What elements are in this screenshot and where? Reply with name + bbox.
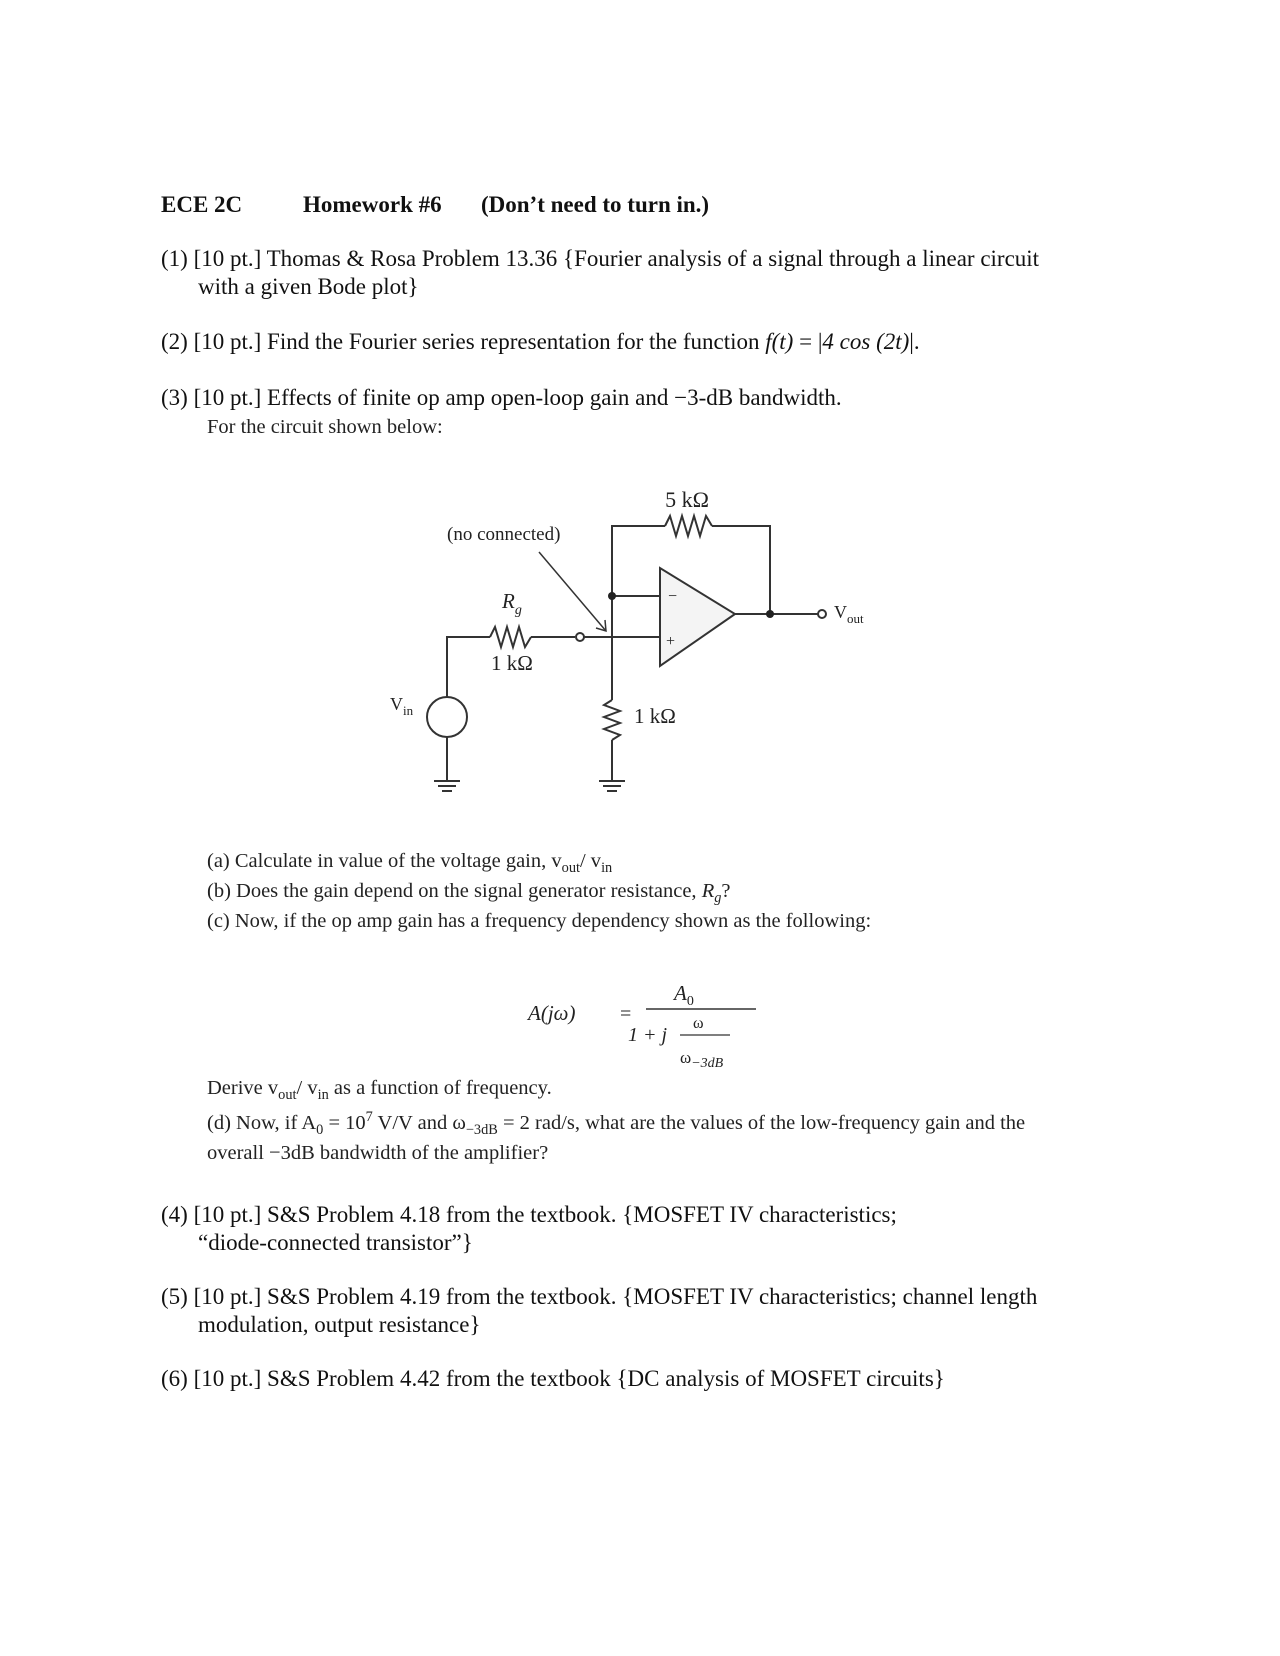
source-wire-up <box>447 637 490 697</box>
formula-eq: = <box>620 1003 632 1025</box>
formula-omega-3db: $\omega_{-3dB}$ <box>680 1048 724 1071</box>
opamp-plus: + <box>666 633 676 650</box>
rg-value-label: 1 kΩ <box>491 651 533 675</box>
part-b: (b) Does the gain depend on the signal generator resistance, $R_g$? <box>207 880 731 907</box>
feedback-resistor-zigzag <box>665 516 712 536</box>
vin-label: $V_{in}$ <box>390 694 414 718</box>
problem-4-text: [10 pt.] S&S Problem 4.18 from the textbook. {MOSFET IV characteristics; <box>193 1202 897 1227</box>
annotation-arrow <box>539 552 606 631</box>
rg-symbol: $R_g$ <box>502 589 522 618</box>
part-d-line2: overall −3dB bandwidth of the amplifier? <box>207 1142 549 1164</box>
problem-4-number: (4) <box>161 1202 188 1227</box>
feedback-resistor-label: 5 kΩ <box>665 487 709 512</box>
problem-1-cont: with a given Bode plot} <box>198 274 419 299</box>
problem-5-number: (5) <box>161 1284 188 1309</box>
problem-6 <box>161 1364 1211 1393</box>
homework-title: Homework #6 <box>303 192 442 217</box>
output-node-dot <box>766 610 774 618</box>
problem-1-text: [10 pt.] Thomas & Rosa Problem 13.36 {Fourier analysis of a signal through a linear circuit <box>193 246 1040 271</box>
problem-2-eq: = | <box>793 329 823 354</box>
formula-numerator: $A_0$ <box>674 981 694 1009</box>
problem-3-number: (3) <box>161 385 188 410</box>
problem-6-number: (6) <box>161 1366 188 1391</box>
formula-omega: ω <box>693 1015 704 1032</box>
problem-2-number: (2) <box>161 329 188 354</box>
problem-4-cont: “diode-connected transistor”} <box>198 1230 473 1255</box>
problem-2-function: f(t) <box>765 329 794 354</box>
problem-2-text: [10 pt.] Find the Fourier series representation for the function <box>193 329 766 354</box>
ground-resistor-label: 1 kΩ <box>634 704 676 728</box>
problem-2-expression: 4 cos (2t) <box>822 329 910 354</box>
problem-3-intro: For the circuit shown below: <box>207 416 443 438</box>
problem-2-end: |. <box>909 329 920 354</box>
feedback-wire-left <box>612 526 665 605</box>
problem-4 <box>161 1200 1211 1229</box>
rg-resistor-zigzag <box>490 627 531 647</box>
problem-5 <box>161 1282 1211 1311</box>
inverting-node-dot <box>608 592 616 600</box>
formula-den-prefix: 1 + j <box>628 1024 668 1046</box>
opamp-triangle <box>660 568 735 666</box>
part-a: (a) Calculate in value of the voltage gain, $v_{out}/$ $v_{in}$ <box>207 850 613 877</box>
formula-lhs: A(jω) <box>528 1001 576 1025</box>
feedback-wire-right <box>712 526 770 614</box>
header-note: (Don’t need to turn in.) <box>481 192 710 217</box>
problem-5-text: [10 pt.] S&S Problem 4.19 from the textbook. {MOSFET IV characteristics; channel length <box>193 1284 1038 1309</box>
problem-6-text: [10 pt.] S&S Problem 4.42 from the textbook {DC analysis of MOSFET circuits} <box>193 1366 945 1391</box>
part-c: (c) Now, if the op amp gain has a frequency dependency shown as the following: <box>207 910 872 932</box>
open-terminal <box>576 633 584 641</box>
output-terminal <box>818 610 826 618</box>
annotation-label: (no connected) <box>447 524 561 545</box>
ground-resistor-zigzag <box>604 700 620 740</box>
problem-5-cont: modulation, output resistance} <box>198 1312 481 1337</box>
voltage-source-symbol <box>427 697 467 737</box>
part-d: (d) Now, if $A_0 = 10^7$ V/V and $\omega_{-3dB} = 2$ rad/s, what are the values of the low-frequency gain and the <box>207 1109 1026 1139</box>
opamp-minus: − <box>668 588 678 605</box>
problem-1-number: (1) <box>161 246 188 271</box>
course-code: ECE 2C <box>161 192 243 217</box>
vout-label: $V_{out}$ <box>834 602 864 626</box>
problem-3-text: [10 pt.] Effects of finite op amp open-loop gain and −3-dB bandwidth. <box>193 385 842 410</box>
gain-formula <box>520 975 780 1075</box>
derive-text: Derive $v_{out}/$ $v_{in}$ as a function of frequency. <box>207 1077 552 1104</box>
